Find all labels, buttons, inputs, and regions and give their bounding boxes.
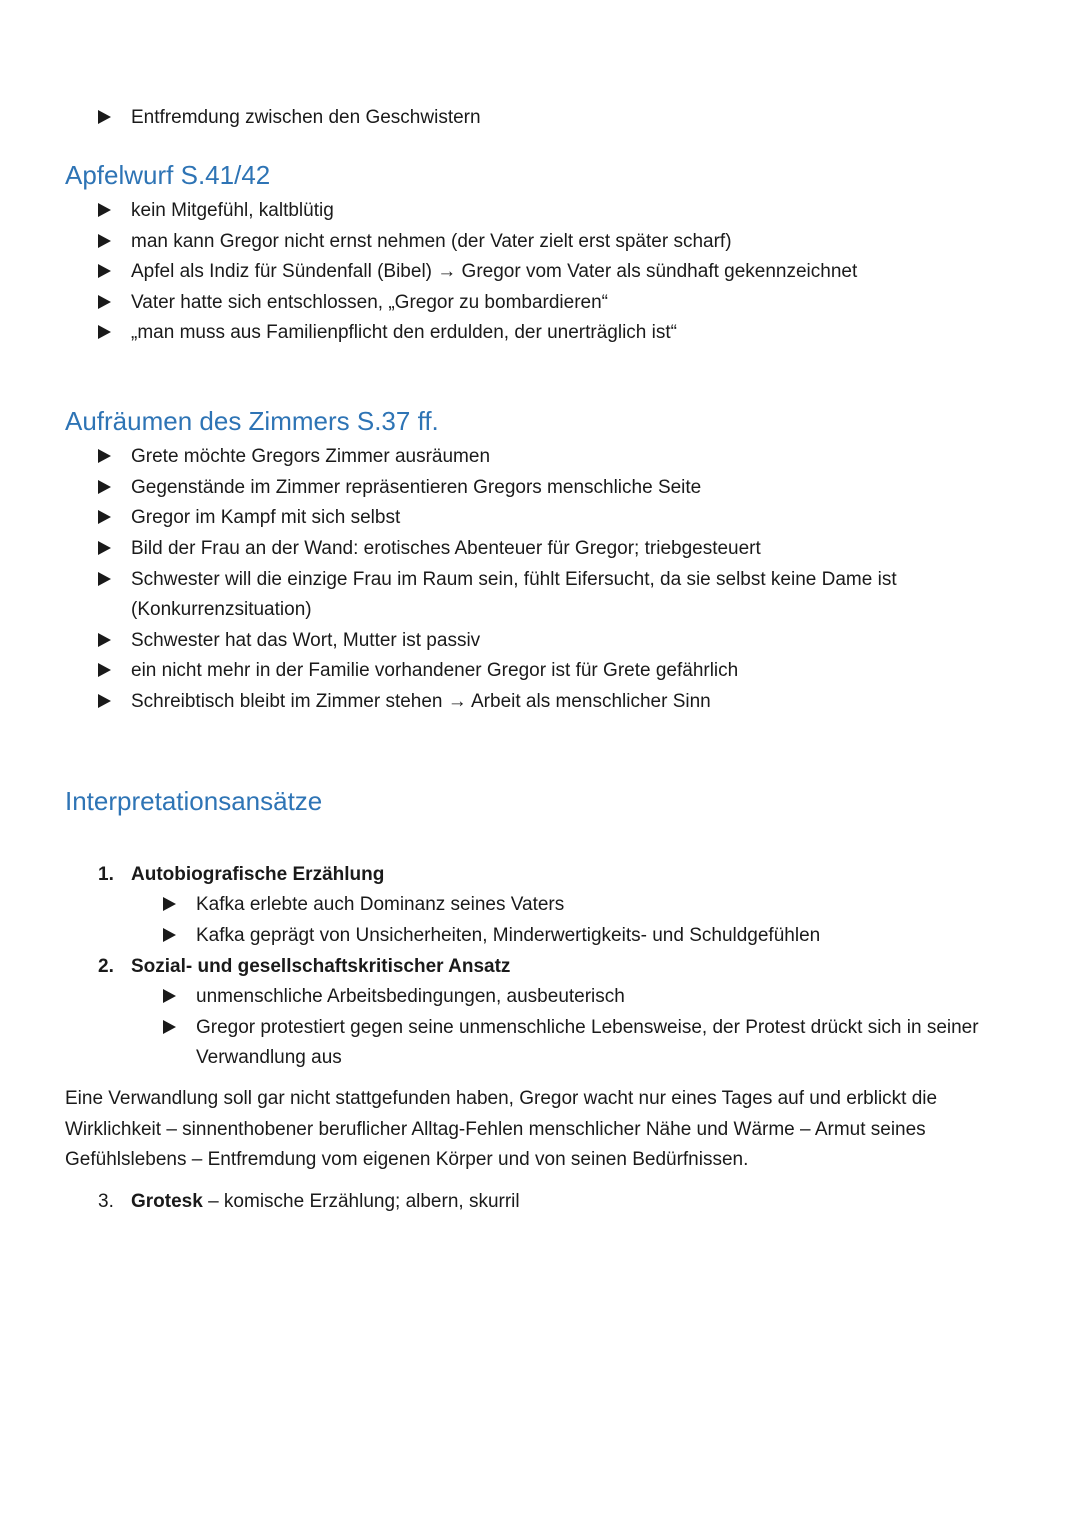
section-heading-aufraeumen: Aufräumen des Zimmers S.37 ff.	[65, 406, 439, 436]
section-heading-apfelwurf: Apfelwurf S.41/42	[65, 160, 271, 190]
arrowhead-bullet-icon	[98, 227, 118, 257]
arrowhead-bullet-icon	[163, 921, 183, 951]
paragraph: Eine Verwandlung soll gar nicht stattgefunden haben, Gregor wacht nur eines Tages auf und erblickt die Wirklichkeit – sinnenthobener beruflicher Alltag-Fehlen menschlicher Nähe und Wärme – Armut seines Gefühlslebens – Entfremdung vom eigenen Körper und von seinen Bedürfnissen.	[65, 1088, 938, 1170]
arrowhead-bullet-icon	[98, 442, 118, 472]
arrowhead-bullet-icon	[163, 982, 183, 1012]
arrowhead-bullet-icon	[98, 656, 118, 686]
arrowhead-bullet-icon	[98, 318, 118, 348]
arrowhead-bullet-icon	[98, 534, 118, 564]
arrowhead-bullet-icon	[98, 626, 118, 656]
bullet-continuation: (Konkurrenzsituation)	[131, 599, 312, 620]
arrowhead-bullet-icon	[98, 103, 118, 133]
bullet-continuation: Verwandlung aus	[196, 1047, 342, 1068]
document-page: Entfremdung zwischen den Geschwistern Apfelwurf S.41/42 kein Mitgefühl, kaltblütig man kann Gregor nicht ernst nehmen (der Vater zielt erst später scharf) Apfel als Indiz für Sündenfall (Bibel) → Gregor vom Vater als sündhaft gekennzeichnet Vater hatte sich entschlossen, „Gregor zu bombardieren“ „man muss aus Familienpflicht den erdulden, der unerträglich ist“ Aufräumen des Zimmers S.37 ff. Grete möchte Gregors Zimmer ausräumen Gegenstände im Zimmer repräsentieren Gregors menschliche Seite Gregor im Kampf mit sich selbst Bild der Frau an der Wand: erotisches Abenteuer für Gregor; triebgesteuert Schwester will die einzige Frau im Raum sein, fühlt Eifersucht, da sie selbst keine Dame ist (Konkurrenzsituation) Schwester hat das Wort, Mutter ist passiv ein nicht mehr in der Familie vorhandener Gregor ist für Grete gefährlich Schreibtisch bleibt im Zimmer stehen → Arbeit als menschlicher Sinn Interpretationsansätze 1. Autobiografische Erzählung Kafka erlebte auch Dominanz seines Vaters Kafka geprägt von Unsicherheiten, Minderwertigkeits- und Schuldgefühlen 2. Sozial- und gesellschaftskritischer Ansatz unmenschliche Arbeitsbedingungen, ausbeuterisch Gregor protestiert gegen seine unmenschliche Lebensweise, der Protest drückt sich in seiner Verwandlung aus Eine Verwandlung soll gar nicht stattgefunden haben, Gregor wacht nur eines Tages auf und erblickt die Wirklichkeit – sinnenthobener beruflicher Alltag-Fehlen menschlicher Nähe und Wärme – Armut seines Gefühlslebens – Entfremdung vom eigenen Körper und von seinen Bedürfnissen. 3. Grotesk – komische Erzählung; albern, skurril	[0, 0, 1080, 1527]
arrowhead-bullet-icon	[98, 288, 118, 318]
arrowhead-bullet-icon	[98, 196, 118, 226]
arrowhead-bullet-icon	[98, 257, 118, 287]
arrowhead-bullet-icon	[163, 890, 183, 920]
arrowhead-bullet-icon	[98, 565, 118, 595]
arrowhead-bullet-icon	[98, 503, 118, 533]
arrowhead-bullet-icon	[98, 473, 118, 503]
arrowhead-bullet-icon	[163, 1013, 183, 1043]
section-heading-interpretation: Interpretationsansätze	[65, 786, 323, 816]
arrowhead-bullet-icon	[98, 687, 118, 717]
